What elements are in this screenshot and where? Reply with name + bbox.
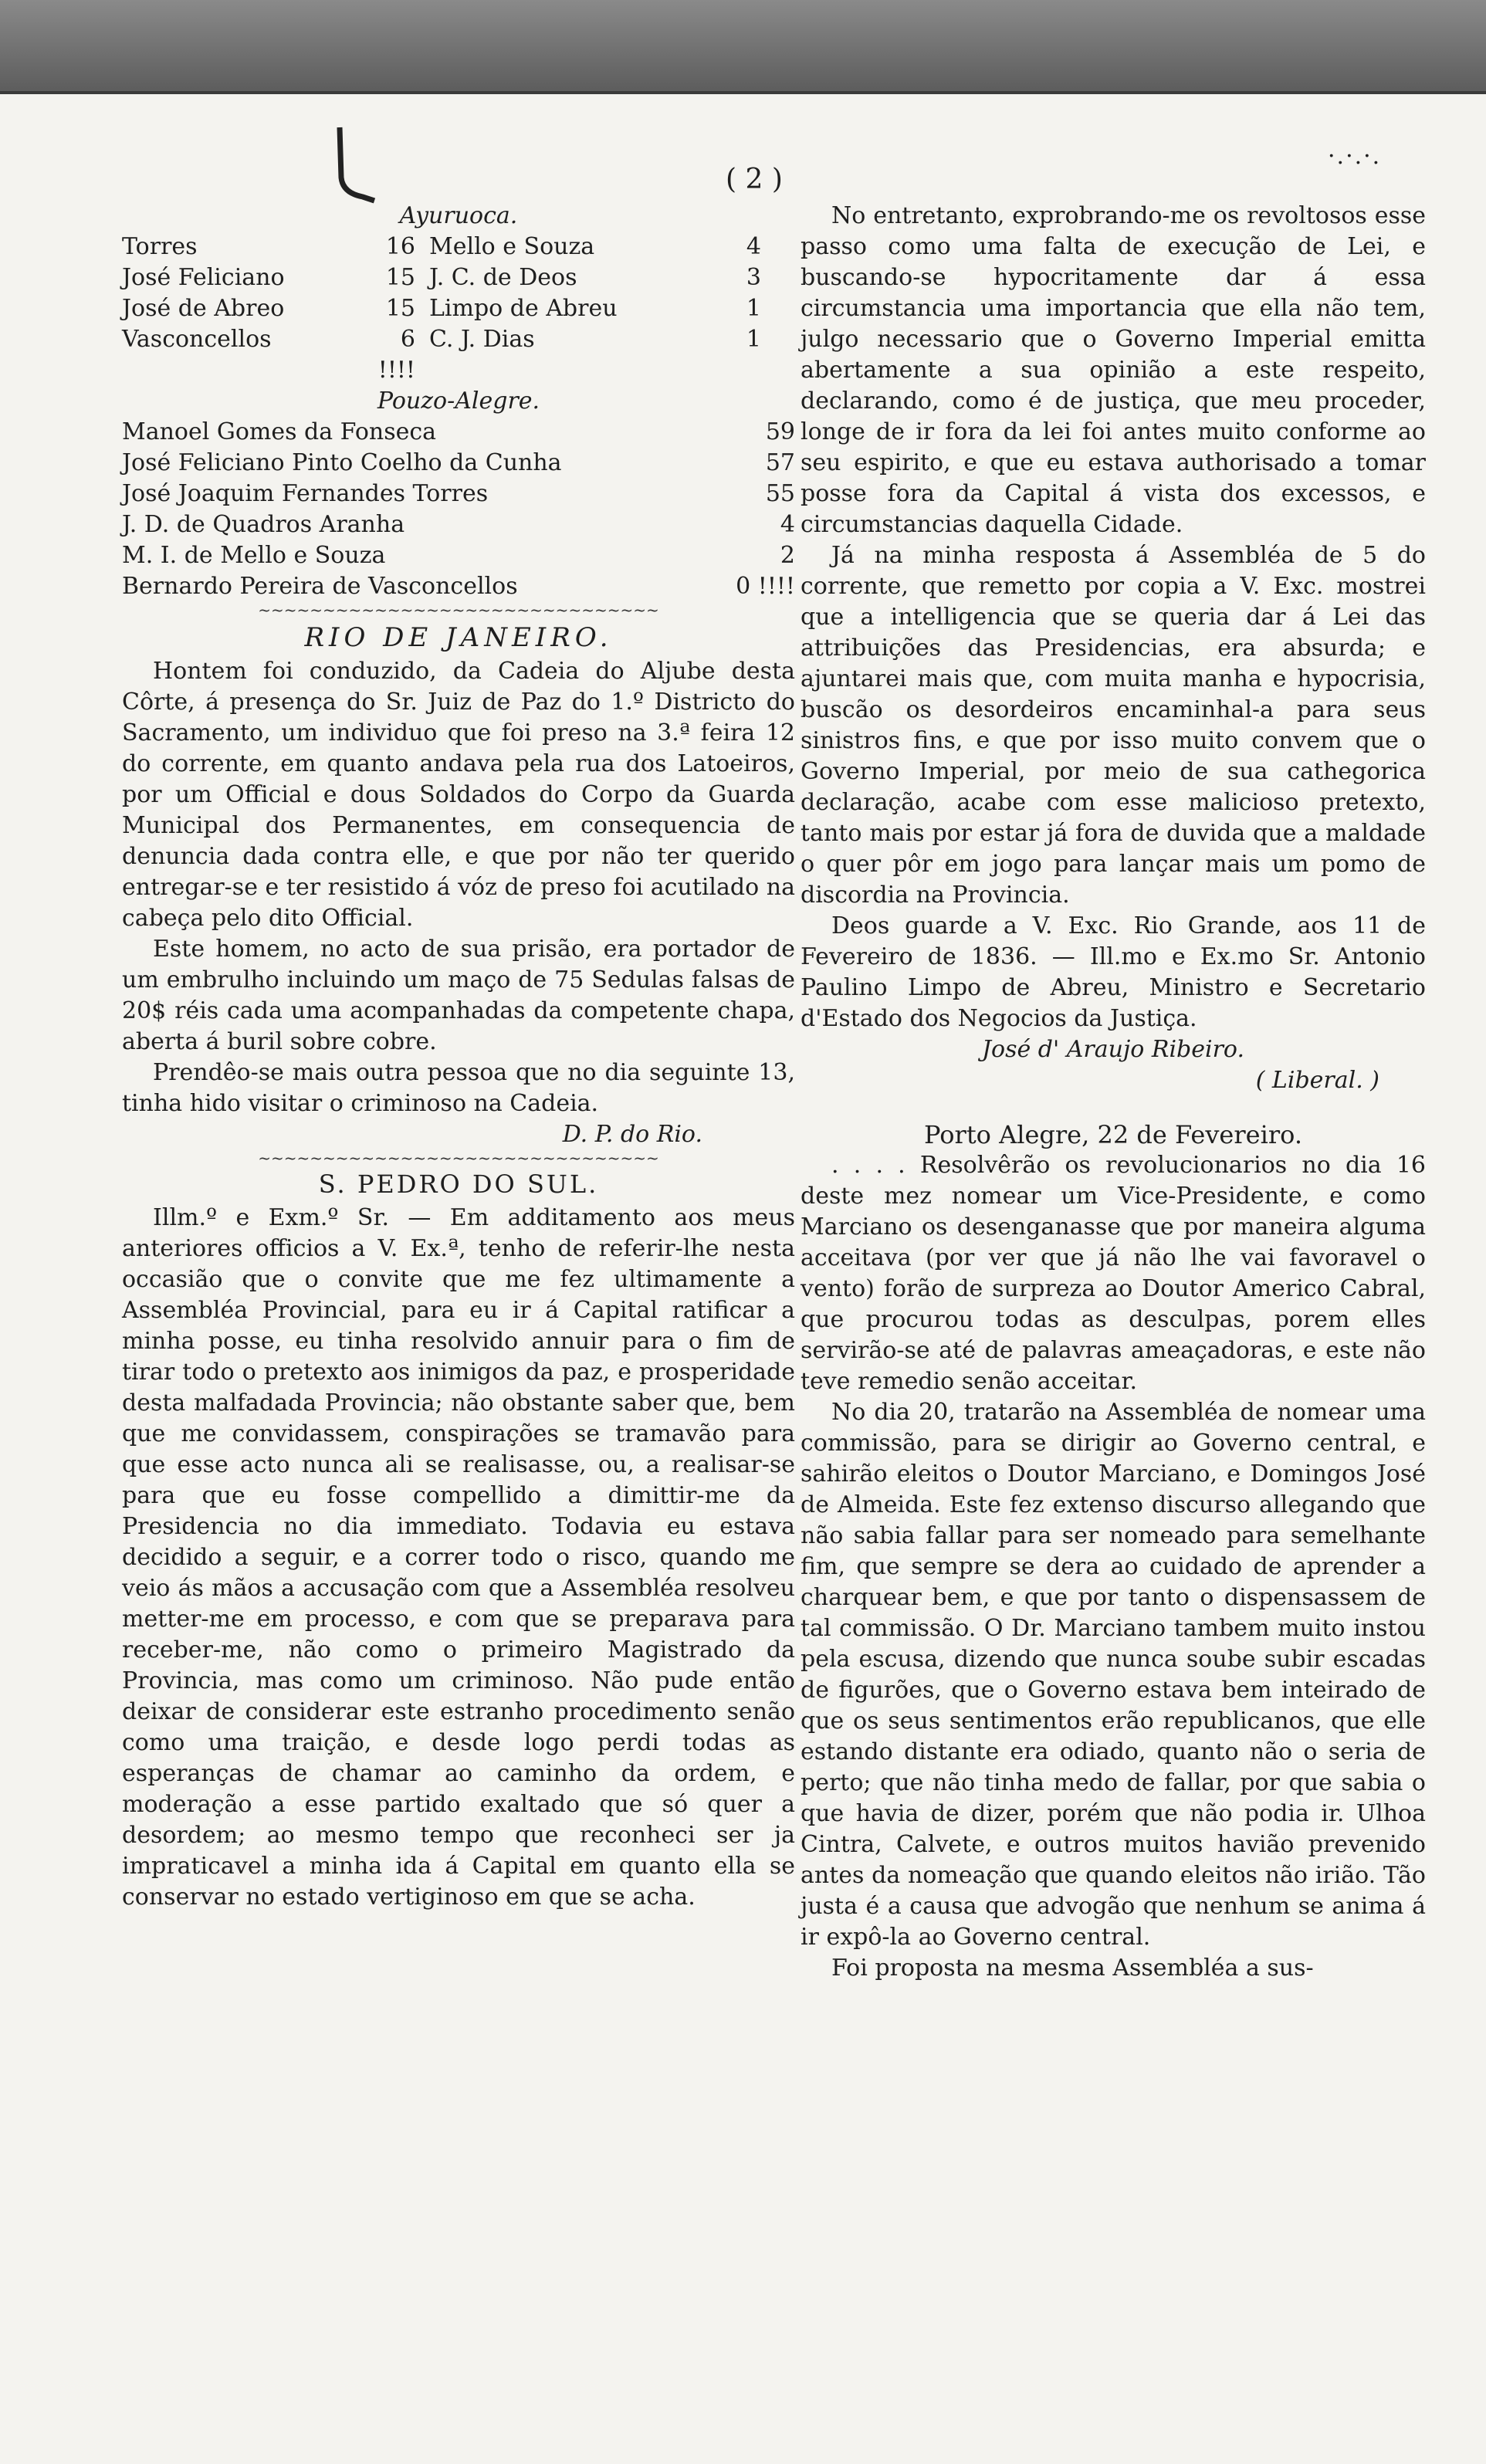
candidate-name: Mello e Souza [429, 233, 595, 260]
vote-count: 55 [765, 480, 795, 507]
vote-count: 15 [385, 264, 415, 291]
candidate-name: Vasconcellos [122, 326, 272, 353]
vote-count: 4 [780, 511, 795, 538]
candidate-name: J. C. de Deos [429, 264, 577, 291]
scan-background-top [0, 0, 1486, 91]
candidate-name: Manoel Gomes da Fonseca [122, 418, 437, 445]
porto-alegre-paragraph: . . . . Resolvêrão os revolucionarios no dia 16 deste mez nomear um Vice-Presidente, e como Marciano os desenganasse que por maneira alguma acceitava (por ver que já não lhe vai favoravel o vento) forão de surpreza ao Doutor Americo Cabral, que procurou todas as desculpas, porem elles servirão-se até de palavras ameaçadoras, e este não teve remedio senão acceitar. [801, 1152, 1426, 1395]
pouzo-row [122, 509, 795, 540]
candidate-name: J. D. de Quadros Aranha [122, 511, 405, 538]
pouzo-row [122, 448, 795, 479]
ayuruoca-row [122, 232, 795, 262]
pouzo-row [122, 479, 795, 509]
ayuruoca-row [122, 293, 795, 324]
vote-count: 4 [746, 233, 761, 260]
candidate-name: José Feliciano Pinto Coelho da Cunha [122, 449, 562, 476]
sao-pedro-heading: S. PEDRO DO SUL. [318, 1169, 599, 1199]
letter-paragraph: No entretanto, exprobrando-me os revoltosos esse passo como uma falta de execução de Lei, e buscando-se hypocritamente dar á essa circumstancia uma importancia que ella não tem, julgo necessario que o Governo Imperial emitta abertamente a sua opinião a este respeito, declarando, como é de justiça, que meu proceder, longe de ir fora da lei foi antes muito conforme ao seu espirito, e que eu estava authorisado a tomar posse fora da Capital á vista dos excessos, e circumstancias daquella Cidade. [801, 202, 1426, 538]
page-number: ( 2 ) [726, 164, 783, 195]
vote-count: 6 !!!! [377, 326, 415, 384]
section-divider: ~~~~~~~~~~~~~~~~~~~~~~~~~~~~~~~ [258, 601, 659, 619]
vote-count: 0 !!!! [736, 573, 795, 600]
vote-count: 1 [746, 295, 761, 322]
source-credit: ( Liberal. ) [1255, 1067, 1379, 1094]
rio-signature: D. P. do Rio. [562, 1121, 702, 1148]
candidate-name: José de Abreo [122, 295, 285, 322]
candidate-name: Torres [122, 233, 198, 260]
pouzo-heading: Pouzo-Alegre. [377, 388, 540, 415]
letter-paragraph: Já na minha resposta á Assembléa de 5 do corrente, que remetto por copia a V. Exc. mostrei que a intelligencia que se queria dar á Lei das attribuições das Presidencias, era absurda; e ajuntarei mais que, com muita manha e hypocrisia, buscão os desordeiros encaminhal-a para seus sinistros fins, e que por isso muito convem que o Governo Imperial, por meio de sua cathegorica declaração, acabe com esse malicioso pretexto, tanto mais por estar já fora de duvida que a maldade o quer pôr em jogo para lançar mais um pomo de discordia na Provincia. [801, 542, 1426, 909]
pouzo-table [122, 417, 795, 602]
vote-count: 1 [746, 326, 761, 353]
rio-paragraph: Este homem, no acto de sua prisão, era portador de um embrulho incluindo um maço de 75 Sedulas falsas de 20$ réis cada uma acompanhadas da competente chapa, aberta á buril sobre cobre. [122, 936, 795, 1055]
right-column [801, 201, 1426, 1984]
vote-count: 59 [765, 418, 795, 445]
vote-count: 2 [780, 542, 795, 569]
rio-heading: RIO DE JANEIRO. [304, 622, 613, 653]
candidate-name: José Feliciano [122, 264, 285, 291]
pouzo-row [122, 417, 795, 448]
letter-signature: José d' Araujo Ribeiro. [981, 1036, 1245, 1063]
porto-alegre-paragraph: No dia 20, tratarão na Assembléa de nomear uma commissão, para se dirigir ao Governo central, e sahirão eleitos o Doutor Marciano, e Domingos José de Almeida. Este fez extenso discurso allegando que não sabia fallar para ser nomeado para semelhante fim, que sempre se dera ao cuidado de aprender a charquear bem, e que por tanto o dispensassem de tal commissão. O Dr. Marciano tambem muito instou pela escusa, dizendo que nunca soube subir escadas de figurões, que o Governo estava bem inteirado de que os seus sentimentos erão republicanos, que elle estando distante era odiado, quanto não o seria de perto; que não tinha medo de fallar, por que sabia o que havia de dizer, porém que não podia ir. Ulhoa Cintra, Calvete, e outros muitos havião prevenido antes da nomeação que quando eleitos não irião. Tão justa é a causa que advogão que nenhum se anima á ir expô-la ao Governo central. [801, 1399, 1426, 1951]
candidate-name: M. I. de Mello e Souza [122, 542, 386, 569]
porto-alegre-paragraph: Foi proposta na mesma Assembléa a sus- [831, 1955, 1314, 1982]
porto-alegre-heading: Porto Alegre, 22 de Fevereiro. [924, 1120, 1302, 1149]
vote-count: 57 [765, 449, 795, 476]
left-column [122, 201, 795, 1913]
section-divider: ~~~~~~~~~~~~~~~~~~~~~~~~~~~~~~~ [258, 1149, 659, 1167]
candidate-name: C. J. Dias [429, 326, 535, 353]
corner-marks: ·.·.·. [1328, 143, 1382, 170]
pouzo-row [122, 571, 795, 602]
ayuruoca-row [122, 262, 795, 293]
candidate-name: José Joaquim Fernandes Torres [122, 480, 489, 507]
ayuruoca-table [122, 232, 795, 386]
vote-count: 15 [385, 295, 415, 322]
candidate-name: Bernardo Pereira de Vasconcellos [122, 573, 518, 600]
vote-count: 3 [746, 264, 761, 291]
pouzo-row [122, 540, 795, 571]
letter-paragraph: Deos guarde a V. Exc. Rio Grande, aos 11 de Fevereiro de 1836. — Ill.mo e Ex.mo Sr. Antonio Paulino Limpo de Abreu, Ministro e Secretario d'Estado dos Negocios da Justiça. [801, 912, 1426, 1032]
ink-mark [332, 124, 378, 208]
ayuruoca-row [122, 324, 795, 386]
ayuruoca-heading: Ayuruoca. [399, 202, 518, 229]
vote-count: 16 [385, 233, 415, 260]
candidate-name: Limpo de Abreu [429, 295, 618, 322]
sao-pedro-paragraph: Illm.º e Exm.º Sr. — Em additamento aos meus anteriores officios a V. Ex.ª, tenho de referir-lhe nesta occasião que o convite que me fez ultimamente a Assembléa Provincial, para eu ir á Capital ratificar a minha posse, eu tinha resolvido annuir para o fim de tirar todo o pretexto aos inimigos da paz, e prosperidade desta malfadada Provincia; não obstante saber que, bem que me convidassem, conspirações se tramavão para que esse acto nunca ali se realisasse, ou, a realisar-se para que eu fosse compellido a dimittir-me da Presidencia no dia immediato. Todavia eu estava decidido a seguir, e a correr todo o risco, quando me veio ás mãos a accusação com que a Assembléa resolveu metter-me em processo, e com que se preparava para receber-me, não como o primeiro Magistrado da Provincia, mas como um criminoso. Não pude então deixar de considerar este estranho procedimento senão como uma traição, e desde logo perdi todas as esperanças de chamar ao caminho da ordem, e moderação a esse partido exaltado que só quer a desordem; ao mesmo tempo que reconheci ser ja impraticavel a minha ida á Capital em quanto ella se conservar no estado vertiginoso em que se acha. [122, 1204, 795, 1911]
rio-paragraph: Hontem foi conduzido, da Cadeia do Aljube desta Côrte, á presença do Sr. Juiz de Paz do 1.º Districto do Sacramento, um individuo que foi preso na 3.ª feira 12 do corrente, em quanto andava pela rua dos Latoeiros, por um Official e dous Soldados do Corpo da Guarda Municipal dos Permanentes, em consequencia de denuncia dada contra elle, e que por não ter querido entregar-se e ter resistido á vóz de preso foi acutilado na cabeça pelo dito Official. [122, 658, 795, 932]
rio-paragraph: Prendêo-se mais outra pessoa que no dia seguinte 13, tinha hido visitar o criminoso na Cadeia. [122, 1059, 795, 1117]
